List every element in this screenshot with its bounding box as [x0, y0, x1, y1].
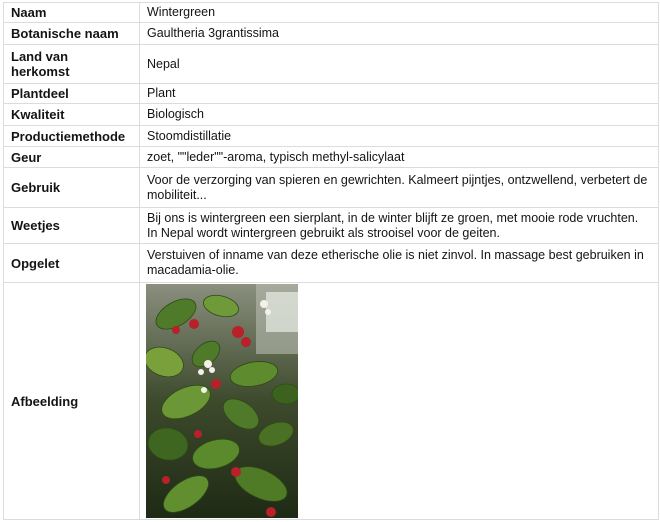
value-plantdeel: Plant [140, 84, 659, 104]
label-afbeelding: Afbeelding [4, 283, 140, 520]
row-opgelet [4, 244, 659, 283]
product-sheet [3, 2, 659, 519]
row-productiemethode [4, 126, 659, 147]
label-opgelet: Opgelet [4, 244, 140, 283]
label-geur: Geur [4, 147, 140, 168]
row-plantdeel [4, 84, 659, 104]
label-gebruik: Gebruik [4, 168, 140, 208]
value-afbeelding [140, 283, 659, 520]
value-geur: zoet, ""leder""-aroma, typisch methyl-salicylaat [140, 147, 659, 168]
label-productiemethode: Productiemethode [4, 126, 140, 147]
product-info-table [3, 2, 659, 520]
row-weetjes [4, 208, 659, 244]
value-botanische-naam: Gaultheria 3grantissima [140, 23, 659, 45]
value-naam: Wintergreen [140, 3, 659, 23]
label-botanische-naam: Botanische naam [4, 23, 140, 45]
value-opgelet: Verstuiven of inname van deze etherische olie is niet zinvol. In massage best gebruiken in macadamia-olie. [140, 244, 659, 283]
row-naam [4, 3, 659, 23]
row-botanische-naam [4, 23, 659, 45]
label-land-van-herkomst: Land van herkomst [4, 45, 140, 84]
label-weetjes: Weetjes [4, 208, 140, 244]
value-land-van-herkomst: Nepal [140, 45, 659, 84]
label-naam: Naam [4, 3, 140, 23]
row-kwaliteit [4, 104, 659, 126]
plant-photo [146, 284, 298, 518]
value-productiemethode: Stoomdistillatie [140, 126, 659, 147]
row-geur [4, 147, 659, 168]
row-afbeelding [4, 283, 659, 520]
label-kwaliteit: Kwaliteit [4, 104, 140, 126]
value-gebruik: Voor de verzorging van spieren en gewrichten. Kalmeert pijntjes, ontzwellend, verbetert de mobiliteit... [140, 168, 659, 208]
label-plantdeel: Plantdeel [4, 84, 140, 104]
value-kwaliteit: Biologisch [140, 104, 659, 126]
row-gebruik [4, 168, 659, 208]
value-weetjes: Bij ons is wintergreen een sierplant, in de winter blijft ze groen, met mooie rode vruchten. In Nepal wordt wintergreen gebruikt als strooisel voor de geiten. [140, 208, 659, 244]
row-land-van-herkomst [4, 45, 659, 84]
